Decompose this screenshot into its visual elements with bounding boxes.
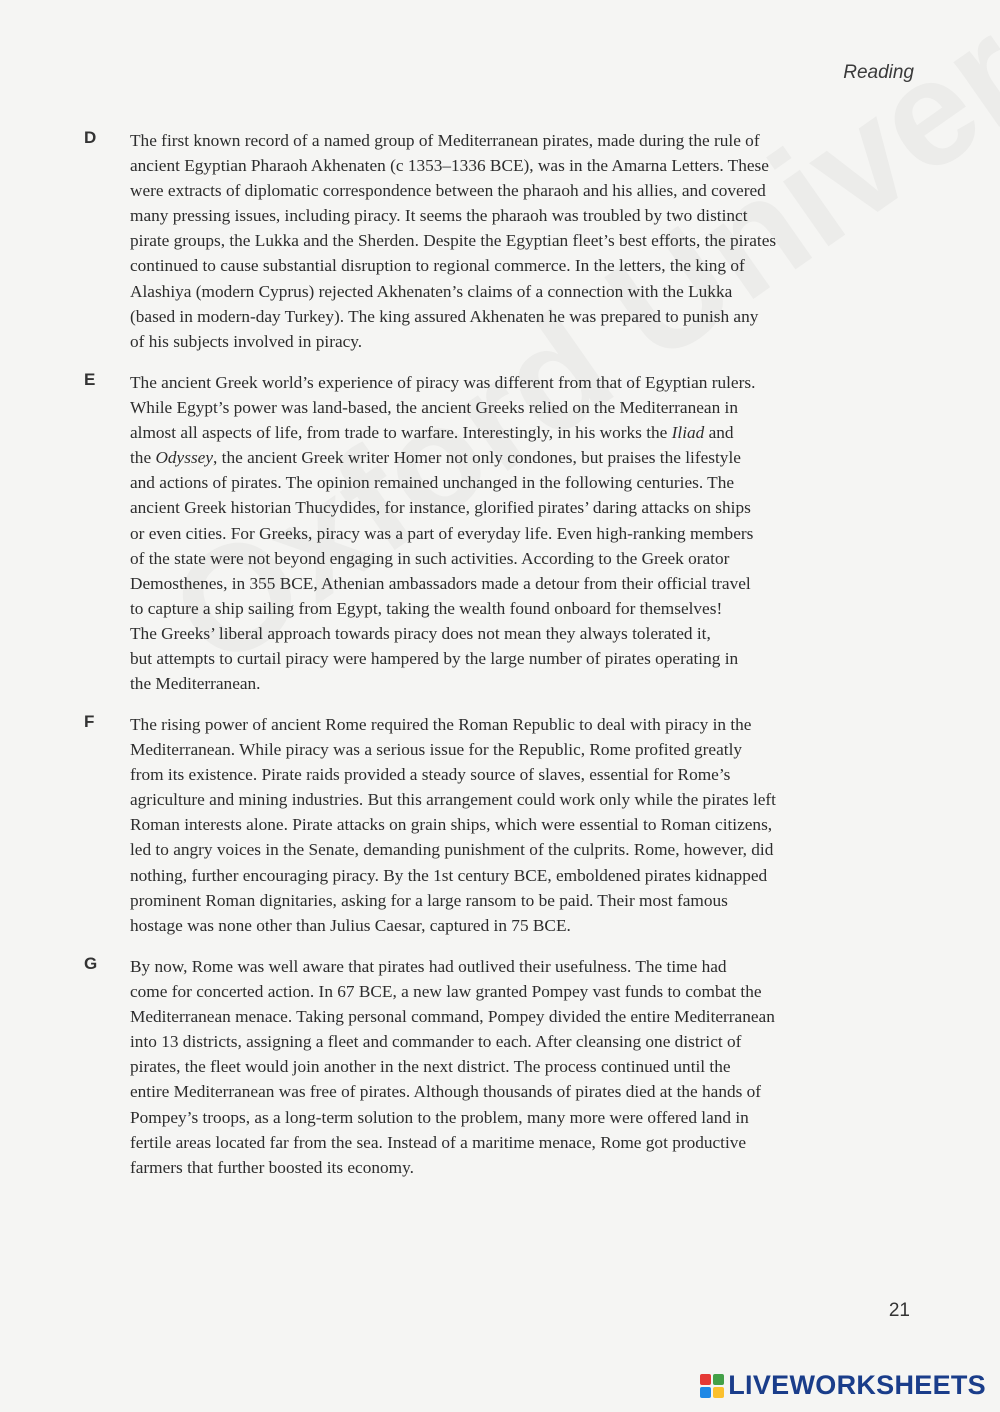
brand-name: LIVEWORKSHEETS — [728, 1370, 986, 1400]
paragraph-text — [130, 712, 776, 938]
text-line: farmers that further boosted its economy. — [130, 1157, 414, 1177]
text-line: Mediterranean. While piracy was a serious issue for the Republic, Rome profited greatly — [130, 740, 743, 760]
text-line: Alashiya (modern Cyprus) rejected Akhenaten’s claims of a connection with the Lukka — [130, 281, 733, 301]
section-title: Reading — [843, 62, 914, 83]
text-line: continued to cause substantial disruption to regional commerce. In the letters, the king of — [130, 256, 745, 276]
paragraph-letter: F — [84, 712, 95, 731]
text-line: led to angry voices in the Senate, demanding punishment of the culprits. Rome, however, did — [130, 840, 774, 860]
text-line: of his subjects involved in piracy. — [130, 331, 363, 351]
text-line: or even cities. For Greeks, piracy was a part of everyday life. Even high-ranking members — [130, 523, 754, 543]
text-line: almost all aspects of life, from trade to warfare. Interestingly, in his works the Iliad and — [130, 423, 734, 443]
liveworksheets-icon — [700, 1374, 724, 1398]
liveworksheets-logo[interactable] — [700, 1370, 986, 1401]
text-line: The first known record of a named group of Mediterranean pirates, made during the rule of — [130, 131, 760, 150]
text-line: many pressing issues, including piracy. It seems the pharaoh was troubled by two distinct — [130, 206, 748, 226]
page-number: 21 — [888, 1300, 910, 1321]
logo-square-red — [700, 1374, 711, 1385]
text-line: (based in modern-day Turkey). The king assured Akhenaten he was prepared to punish any — [130, 306, 759, 326]
text-line: from its existence. Pirate raids provided a steady source of slaves, essential for Rome’s — [130, 765, 731, 785]
text-line: nothing, further encouraging piracy. By the 1st century BCE, emboldened pirates kidnapped — [130, 865, 768, 885]
text-line: but attempts to curtail piracy were hampered by the large number of pirates operating in — [130, 649, 739, 669]
text-line: pirates, the fleet would join another in the next district. The process continued until the — [130, 1057, 731, 1077]
paragraph-letter: D — [84, 128, 97, 147]
text-line: While Egypt’s power was land-based, the ancient Greeks relied on the Mediterranean in — [130, 398, 738, 418]
text-line: ancient Greek historian Thucydides, for instance, glorified pirates’ daring attacks on ships — [130, 498, 751, 518]
paragraph-letter: E — [84, 370, 96, 389]
text-line: of the state were not beyond engaging in such activities. According to the Greek orator — [130, 548, 730, 568]
text-line: to capture a ship sailing from Egypt, taking the wealth found onboard for themselves! — [130, 598, 723, 618]
text-line: come for concerted action. In 67 BCE, a new law granted Pompey vast funds to combat the — [130, 982, 762, 1002]
text-line: ancient Egyptian Pharaoh Akhenaten (c 1353–1336 BCE), was in the Amarna Letters. These — [130, 156, 769, 176]
paragraph-text — [130, 128, 776, 354]
paragraph-letter: G — [84, 954, 98, 973]
text-line: into 13 districts, assigning a fleet and commander to each. After cleansing one district of — [130, 1032, 742, 1052]
text-line: The Greeks’ liberal approach towards piracy does not mean they always tolerated it, — [130, 623, 711, 643]
text-line: were extracts of diplomatic correspondence between the pharaoh and his allies, and covered — [130, 181, 766, 201]
text-line: Roman interests alone. Pirate attacks on grain ships, which were essential to Roman citizens, — [130, 815, 773, 835]
text-line: fertile areas located far from the sea. Instead of a maritime menace, Rome got productive — [130, 1132, 747, 1152]
logo-square-green — [713, 1374, 724, 1385]
text-line: By now, Rome was well aware that pirates had outlived their usefulness. The time had — [130, 957, 727, 976]
text-line: prominent Roman dignitaries, asking for a large ransom to be paid. Their most famous — [130, 890, 728, 910]
paragraph-text — [130, 370, 755, 696]
paragraph-text — [130, 954, 775, 1180]
logo-square-blue — [700, 1387, 711, 1398]
text-line: Pompey’s troops, as a long-term solution to the problem, many more were offered land in — [130, 1107, 749, 1127]
text-line: The rising power of ancient Rome required the Roman Republic to deal with piracy in the — [130, 715, 752, 734]
text-line: entire Mediterranean was free of pirates. Although thousands of pirates died at the hands of — [130, 1082, 762, 1102]
text-line: pirate groups, the Lukka and the Sherden. Despite the Egyptian fleet’s best efforts, the pirates — [130, 231, 777, 251]
text-line: the Odyssey, the ancient Greek writer Homer not only condones, but praises the lifestyle — [130, 448, 741, 468]
logo-square-yellow — [713, 1387, 724, 1398]
text-line: the Mediterranean. — [130, 674, 261, 694]
text-line: The ancient Greek world’s experience of piracy was different from that of Egyptian rulers. — [130, 373, 756, 392]
text-line: and actions of pirates. The opinion remained unchanged in the following centuries. The — [130, 473, 735, 493]
text-line: hostage was none other than Julius Caesar, captured in 75 BCE. — [130, 915, 571, 935]
text-line: Mediterranean menace. Taking personal command, Pompey divided the entire Mediterranean — [130, 1007, 775, 1027]
text-line: agriculture and mining industries. But this arrangement could work only while the pirates left — [130, 790, 776, 810]
text-line: Demosthenes, in 355 BCE, Athenian ambassadors made a detour from their official travel — [130, 573, 751, 593]
